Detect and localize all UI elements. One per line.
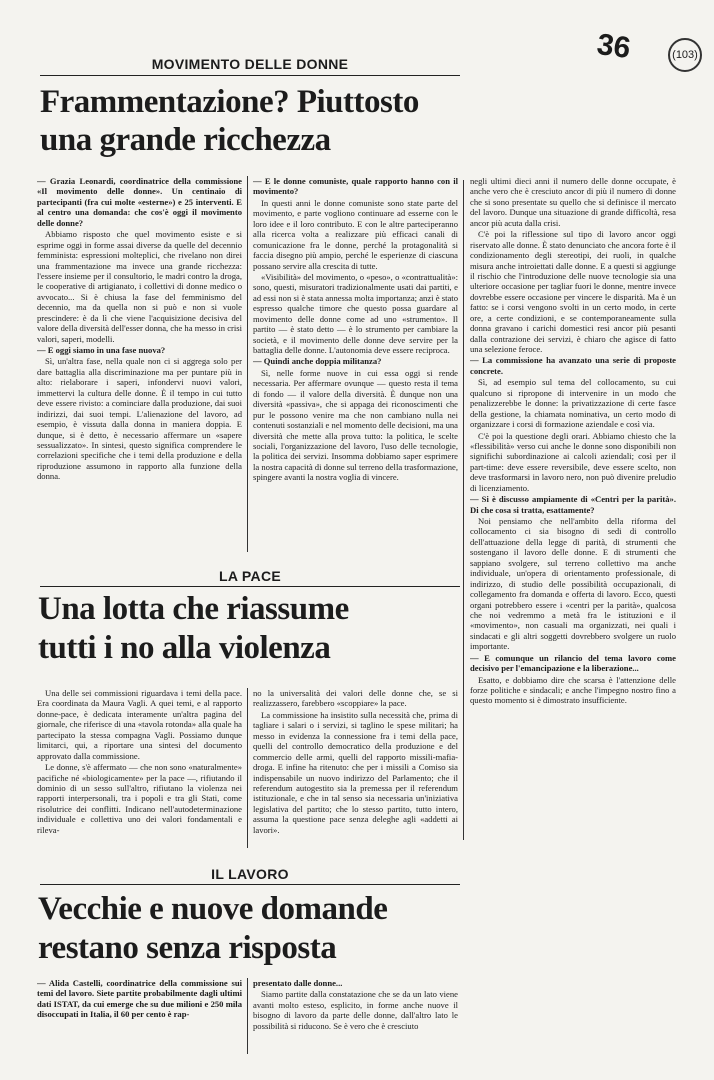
paragraph: Le donne, s'è affermato — che non sono «naturalmente» pacifiche né «biologicamente» per la pace —, rifiutando il dominio di un sesso sull'altro, rifiutano la violenza nei rapporti interpersonali, tra i popoli e tra gli Stati, come risolutrice dei conflitti. Indicano nell'autodeterminazione individuale e collettiva uno dei valori fondamentali e rileva- [37, 762, 242, 835]
section-kicker-lavoro: IL LAVORO [211, 866, 289, 882]
paragraph: La commissione ha insistito sulla necessità che, prima di tagliare i salari o i servizi, si taglino le spese militari; ha messo in evidenza la connessione fra i temi della pace, quelli del controllo democratico della produzione e del commercio delle armi, quelli del rapporto missili-mafia-droga. E infine ha ritenuto: che per i missili a Comiso sia indispensabile un nuovo indirizzo del Parlamento; che il referendum autogestito sia la premessa per il referendum istituzionale, e che in tal senso sia necessaria un'iniziativa legislativa del partito; che lo stesso partito, tutto intero, assuma la questione pace senza deleghe agli «addetti ai lavori». [253, 709, 458, 835]
paragraph: Noi pensiamo che nell'ambito della riforma del collocamento ci sia bisogno di sedi di controllo dell'attuazione della legge di parità, di strumenti che sostengano il lavoro delle donne. E di strumenti che sappiano svolgere, sul terreno collettivo ma anche individuale, un'opera di orientamento professionale, di indirizzo, di studio delle possibilità occupazionali, di collegamento fra domanda e offerta di lavoro. Ecco, questi organi potrebbero essere i «centri per la parità», qualcosa che noi vedremmo a metà fra le istituzioni e il «movimento», non casuali ma organizzati, nei quali i sindacati e gli altri soggetti dovrebbero svolgere un ruolo importante. [470, 516, 676, 652]
article-intro: — Grazia Leonardi, coordinatrice della commissione «Il movimento delle donne». Un centinaio di partecipanti (fra cui molte «esterne») e 25 interventi. E al centro una domanda: che cos'è oggi il movimento delle donne? [37, 176, 242, 228]
headline-pace-line2: tutti i no alla violenza [38, 630, 331, 666]
headline-lavoro-line1: Vecchie e nuove domande [38, 891, 388, 927]
article-pace-col2 [253, 688, 458, 850]
article-intro: presentato dalle donne... [253, 978, 343, 988]
headline-pace-line1: Una lotta che riassume [38, 591, 349, 627]
kicker-rule [40, 884, 460, 885]
article-lavoro-col2 [253, 978, 458, 1058]
paragraph: Sì, ad esempio sul tema del collocamento, su cui qualcuno si ripropone di intervenire in un modo che penalizzerebbe le donne: la privatizzazione di certe fasce della gestione, la chiamata nominativa, un certo modo di organizzare i corsi di formazione aziendale e così via. [470, 377, 676, 430]
interview-question: — Quindi anche doppia militanza? [253, 356, 382, 367]
interview-question: — Si è discusso ampiamente di «Centri per la parità». Di che cosa si tratta, esattamente? [470, 494, 676, 515]
column-divider [247, 978, 248, 1054]
interview-question: — E le donne comuniste, quale rapporto hanno con il movimento? [253, 176, 458, 197]
archive-stamp: (103) [668, 38, 702, 72]
paragraph: Sì, un'altra fase, nella quale non ci si aggrega solo per dare battaglia alla discriminazione ma per puntare più in alto: rielaborare i saperi, infondervi nuovi valori, immettervi la cultura delle donne. È il tempo in cui tutto deve essere rivisto: a cominciare dalla produzione, dai suoi indirizzi, dai suoi tempi. L'alienazione del lavoro, ad esempio, è vissuta dalla donna in maniera doppia. E dunque, si è detto, è necessario affermare un «sapere sessualizzato». In sintesi, questo significa comprendere le correlazioni specifiche che i temi della produzione e della riproduzione assumono in rapporto alla funzione della donna. [37, 356, 242, 482]
article-lavoro-continuation [470, 176, 676, 856]
article-movimento-col1 [37, 176, 242, 554]
article-lavoro-col1 [37, 978, 242, 1058]
column-divider [463, 180, 464, 840]
paragraph: Siamo partite dalla constatazione che se da un lato viene avanti molto esteso, esplicito, in forme anche nuove il bisogno di lavoro da parte delle donne, dall'altro lato le possibilità si riducono. Se è vero che è cresciuto [253, 989, 458, 1031]
paragraph: In questi anni le donne comuniste sono state parte del movimento, e parte vogliono continuare ad esserne con le loro idee e il loro contributo. E con le altre parteciperanno alla ricerca volta a realizzare più efficaci canali di comunicazione fra le donne, perché la protagonalità si faccia disegno più ampio, perché le esperienze di ciascuna possano servire alla crescita di tutte. [253, 197, 458, 271]
paragraph: C'è poi la questione degli orari. Abbiamo chiesto che la «flessibilità» verso cui anche le donne sono disponibili non significhi subordinazione ai calcoli aziendali; così per il part-time: deve essere reversibile, deve essere scelto, non deve trasformarsi in lavoro nero, non può divenire preludio di licenziamento. [470, 430, 676, 493]
article-movimento-col2 [253, 176, 458, 554]
paragraph: no la universalità dei valori delle donne che, se si realizzassero, farebbero «scoppiare» la pace. [253, 688, 458, 709]
section-kicker-movimento: MOVIMENTO DELLE DONNE [151, 56, 349, 72]
interview-question: — E oggi siamo in una fase nuova? [37, 345, 166, 355]
section-kicker-pace: LA PACE [219, 568, 281, 584]
interview-question: — La commissione ha avanzato una serie di proposte concrete. [470, 355, 676, 376]
article-intro: — Alida Castelli, coordinatrice della commissione sui temi del lavoro. Siete partite probabilmente dagli ultimi dati ISTAT, da cui emerge che su due milioni e 250 mila disoccupati in Italia, il 60 per cento è rap- [37, 978, 242, 1020]
column-divider [247, 176, 248, 552]
column-divider [247, 688, 248, 848]
paragraph: Sì, nelle forme nuove in cui essa oggi si rende necessaria. Per affermare ovunque — questo resta il tema di fondo — il valore della diversità. È dunque non una diversità «passiva», che si appaga dei riconoscimenti che pur le possono venire ma che non cambiano nulla nei contenuti sostanziali e nel momento delle decisioni, ma una diversità che mette alla prova tutto: la politica, le scelte sociali, l'organizzazione del lavoro, l'uso delle tecnologie, la politica dei servizi. Insomma dobbiamo saper esprimere la nostra capacità di donne sul terreno della trasformazione, spingere avanti la nostra voglia di vincere. [253, 367, 458, 483]
handwritten-number: 36 [594, 27, 633, 66]
paragraph: C'è poi la riflessione sul tipo di lavoro ancor oggi riservato alle donne. È stato denunciato che ancora forte è il condizionamento degli stereotipi, dei ruoli, in qualche misura anche introiettati dalle donne. E a questi si aggiunge il rischio che l'introduzione delle nuove tecnologie sia una ulteriore occasione per tagliar fuori le donne, mentre invece dovrebbe essere occasione per vincere le disparità. Ma è un fatto: se i corsi vengono svolti in un certo modo, in certe ore, a certe condizioni, e se contemporaneamente sulla donna gravano i carichi domestici resi ancor più pesanti dalla contrazione dei servizi, è chiaro che agisce di fatto una selezione feroce. [470, 229, 676, 354]
paragraph: «Visibilità» del movimento, o «peso», o «contrattualità»: sono, questi, misuratori tradizionalmente usati dai partiti, e ad essi non si è stata annessa molta importanza; anzi è stato espresso qualche timore che questo possa guardare al movimento delle donne come ad uno «strumento». Il partito — è stato detto — è lo strumento per cambiare la società, e il movimento delle donne deve servire per la battaglia delle donne. L'autonomia deve essere reciproca. [253, 271, 458, 355]
paragraph: Abbiamo risposto che quel movimento esiste e si esprime oggi in forme assai diverse da quelle del decennio femminista: espressioni molteplici, che rivelano non direi una frammentazione ma invece una grande ricchezza: l'essere insieme per il consultorio, le madri contro la droga, le cooperative di artigianato, i collettivi di donne medico o avvocato... Si è chiusa la fase del femminismo del decennio, ma da quella non si può e non si vuole prescindere: è da lì che viene l'acquisizione decisiva del valore della diversità dell'esser donna, che ha messo in crisi valori, saperi, modelli. [37, 229, 242, 344]
headline-movimento-line2: una grande ricchezza [40, 122, 331, 158]
interview-question: — E comunque un rilancio del tema lavoro come decisivo per l'emancipazione e la liberazione... [470, 652, 676, 674]
paragraph: negli ultimi dieci anni il numero delle donne occupate, è anche vero che è cresciuto ancor di più il numero di donne che si sono presentate su quello che si definisce il mercato del lavoro. Dunque una situazione di grande difficoltà, resa ancor più acuta dalla crisi. [470, 176, 676, 228]
kicker-rule [40, 586, 460, 587]
article-pace-col1 [37, 688, 242, 850]
headline-lavoro-line2: restano senza risposta [38, 930, 337, 966]
paragraph: Esatto, e dobbiamo dire che scarsa è l'attenzione delle forze politiche e sindacali; e anche l'impegno nostro fino a questo momento si è dimostrato insufficiente. [470, 674, 676, 706]
headline-movimento-line1: Frammentazione? Piuttosto [40, 84, 419, 120]
kicker-rule [40, 75, 460, 76]
paragraph: Una delle sei commissioni riguardava i temi della pace. Era coordinata da Maura Vagli. A quei temi, e al rapporto donne-pace, è dedicata interamente un'altra pagina del giornale, che riferisce di una «tavola rotonda» alla quale ha partecipato la stessa compagna Vagli. Possiamo dunque limitarci, qui, a riportare una sintesi del documento approvato dalla commissione. [37, 688, 242, 761]
